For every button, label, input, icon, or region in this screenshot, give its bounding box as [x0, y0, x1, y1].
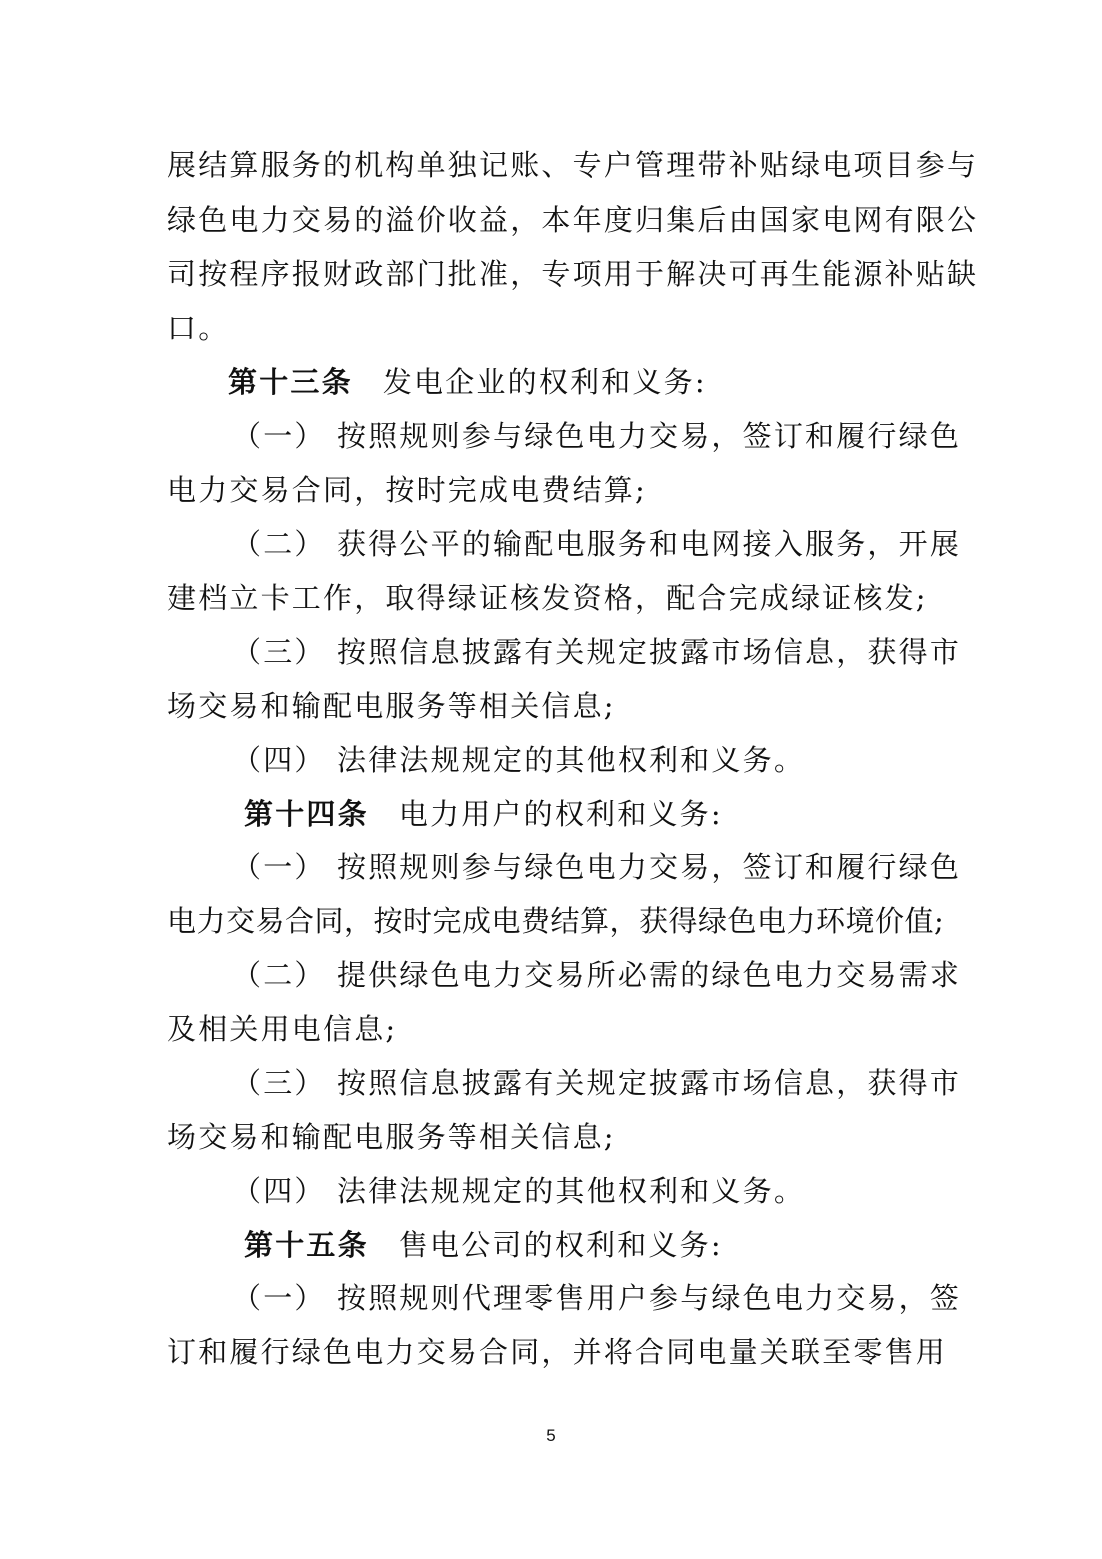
clause-line: （二） 获得公平的输配电服务和电网接入服务，开展 — [232, 527, 962, 561]
page-number: 5 — [546, 1426, 556, 1445]
paragraph-line: 电力交易合同，按时完成电费结算，获得绿色电力环境价值; — [167, 904, 945, 938]
article-14-label: 第十四条 — [244, 797, 369, 831]
clause-line: （一） 按照规则参与绿色电力交易，签订和履行绿色 — [232, 850, 962, 884]
paragraph-line: 场交易和输配电服务等相关信息; — [167, 689, 616, 723]
paragraph-line: 口。 — [167, 311, 230, 345]
clause-line: （三） 按照信息披露有关规定披露市场信息，获得市 — [232, 1066, 962, 1100]
paragraph-line: 订和履行绿色电力交易合同，并将合同电量关联至零售用 — [167, 1335, 948, 1369]
article-15-heading — [244, 1225, 934, 1265]
clause-line: （一） 按照规则代理零售用户参与绿色电力交易，签 — [232, 1281, 962, 1315]
article-15-label: 第十五条 — [244, 1228, 369, 1262]
clause-line: （三） 按照信息披露有关规定披露市场信息，获得市 — [232, 635, 962, 669]
paragraph-line: 电力交易合同，按时完成电费结算; — [167, 473, 647, 507]
paragraph-line: 场交易和输配电服务等相关信息; — [167, 1120, 616, 1154]
paragraph-line: 建档立卡工作，取得绿证核发资格，配合完成绿证核发; — [167, 581, 928, 615]
article-15-title: 售电公司的权利和义务: — [398, 1228, 723, 1262]
paragraph-line: 展结算服务的机构单独记账、专户管理带补贴绿电项目参与 — [167, 148, 979, 182]
paragraph-line: 绿色电力交易的溢价收益，本年度归集后由国家电网有限公 — [167, 203, 979, 237]
article-13-title: 发电企业的权利和义务: — [382, 365, 707, 399]
article-13-label: 第十三条 — [228, 365, 353, 399]
article-14-title: 电力用户的权利和义务: — [398, 797, 723, 831]
clause-line: （四） 法律法规规定的其他权利和义务。 — [232, 1174, 806, 1208]
paragraph-line: 及相关用电信息; — [167, 1012, 398, 1046]
clause-line: （二） 提供绿色电力交易所必需的绿色电力交易需求 — [232, 958, 962, 992]
clause-line: （一） 按照规则参与绿色电力交易，签订和履行绿色 — [232, 419, 962, 453]
clause-line: （四） 法律法规规定的其他权利和义务。 — [232, 743, 806, 777]
paragraph-line: 司按程序报财政部门批准，专项用于解决可再生能源补贴缺 — [167, 257, 979, 291]
article-13-heading — [228, 362, 918, 402]
article-14-heading — [244, 794, 934, 834]
